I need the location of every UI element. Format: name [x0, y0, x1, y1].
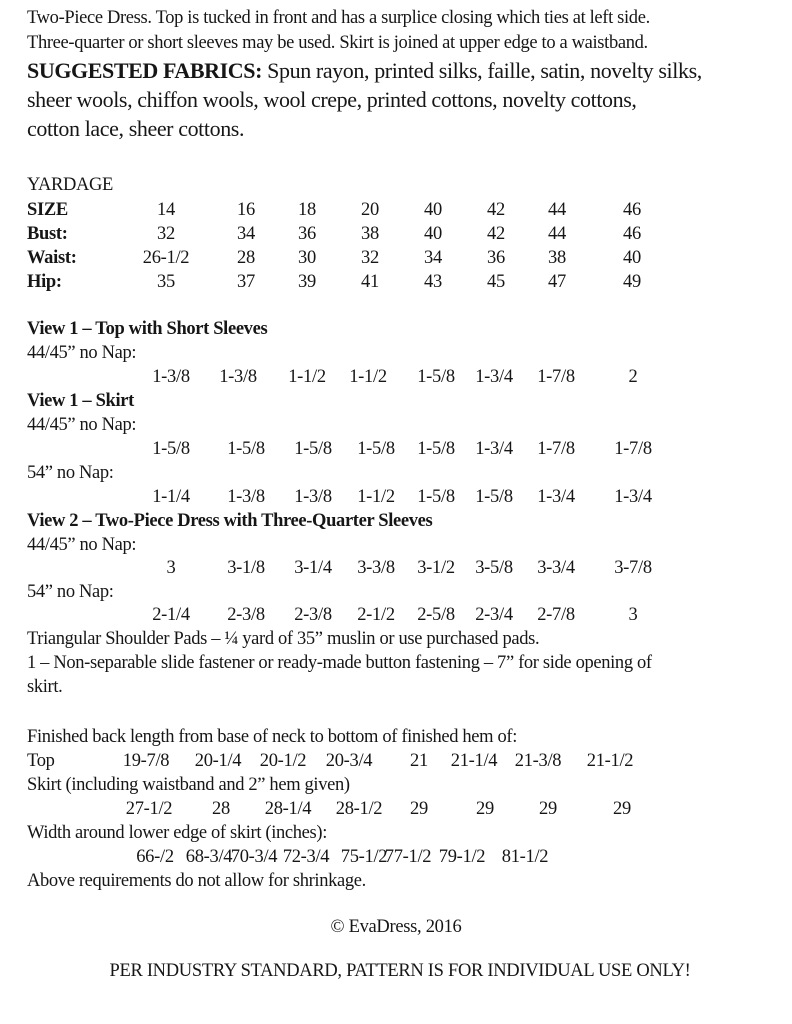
value-cell: 3-7/8 [614, 558, 652, 578]
table-cell: 40 [623, 248, 641, 268]
value-cell: 77-1/2 [384, 847, 432, 867]
shoulder-pads-note: Triangular Shoulder Pads – ¼ yard of 35” muslin or use purchased pads. [27, 629, 540, 649]
value-cell: 29 [476, 799, 494, 819]
value-cell: 2-1/2 [357, 605, 395, 625]
table-cell: 46 [623, 200, 641, 220]
value-cell: 1-5/8 [227, 439, 265, 459]
table-cell: 28 [237, 248, 255, 268]
value-cell: 28 [212, 799, 230, 819]
value-cell: 1-3/4 [537, 487, 575, 507]
value-cell: 3-3/8 [357, 558, 395, 578]
table-cell: 39 [298, 272, 316, 292]
view1-top-values [0, 366, 792, 390]
view1-skirt-fabric2-label: 54” no Nap: [27, 463, 114, 483]
view2-values1 [0, 557, 792, 581]
value-cell: 1-3/4 [614, 487, 652, 507]
view1-skirt-heading: View 1 – Skirt [27, 391, 134, 411]
table-cell: 16 [237, 200, 255, 220]
value-cell: 1-5/8 [417, 367, 455, 387]
table-cell: 32 [157, 224, 175, 244]
value-cell: 21 [410, 751, 428, 771]
value-cell: 3-1/8 [227, 558, 265, 578]
table-cell: 34 [237, 224, 255, 244]
value-cell: 1-3/8 [152, 367, 190, 387]
value-cell: 21-3/8 [514, 751, 562, 771]
table-cell: 34 [424, 248, 442, 268]
view1-skirt-fabric1-label: 44/45” no Nap: [27, 415, 137, 435]
hip-row [0, 271, 792, 295]
value-cell: 1-5/8 [417, 487, 455, 507]
value-cell: 29 [410, 799, 428, 819]
value-cell: 3 [628, 605, 638, 625]
table-cell: 37 [237, 272, 255, 292]
suggested-fabrics-label: SUGGESTED FABRICS: [27, 58, 263, 83]
table-cell: 41 [361, 272, 379, 292]
row-label: Waist: [27, 248, 77, 268]
view1-top-fabric-label: 44/45” no Nap: [27, 343, 137, 363]
value-cell: 68-3/4 [185, 847, 233, 867]
suggested-fabrics-line-2: sheer wools, chiffon wools, wool crepe, printed cottons, novelty cottons, [27, 87, 637, 112]
value-cell: 1-3/8 [227, 487, 265, 507]
value-cell: 20-3/4 [325, 751, 373, 771]
bust-row [0, 223, 792, 247]
value-cell: 1-1/2 [357, 487, 395, 507]
value-cell: 70-3/4 [230, 847, 278, 867]
value-cell: 1-1/2 [349, 367, 387, 387]
row-label: Hip: [27, 272, 62, 292]
view2-fabric1-label: 44/45” no Nap: [27, 535, 137, 555]
value-cell: 1-5/8 [294, 439, 332, 459]
suggested-fabrics-line-3: cotton lace, sheer cottons. [27, 116, 245, 141]
value-cell: 21-1/2 [586, 751, 634, 771]
yardage-title: YARDAGE [27, 175, 113, 195]
fabrics-text: Spun rayon, printed silks, faille, satin, novelty silks, [262, 58, 702, 83]
usage-notice: PER INDUSTRY STANDARD, PATTERN IS FOR INDIVIDUAL USE ONLY! [109, 961, 691, 981]
value-cell: 1-7/8 [537, 367, 575, 387]
table-cell: 36 [487, 248, 505, 268]
value-cell: 1-3/8 [219, 367, 257, 387]
description-line-1: Two-Piece Dress. Top is tucked in front and has a surplice closing which ties at left side. [27, 8, 650, 28]
table-cell: 18 [298, 200, 316, 220]
value-cell: 2-3/8 [294, 605, 332, 625]
value-cell: 1-5/8 [417, 439, 455, 459]
copyright: © EvaDress, 2016 [330, 917, 462, 937]
table-cell: 42 [487, 200, 505, 220]
table-cell: 30 [298, 248, 316, 268]
table-cell: 35 [157, 272, 175, 292]
value-cell: 1-1/2 [288, 367, 326, 387]
value-cell: 19-7/8 [122, 751, 170, 771]
value-cell: 2-5/8 [417, 605, 455, 625]
table-cell: 44 [548, 200, 566, 220]
value-cell: 20-1/2 [259, 751, 307, 771]
value-cell: 2-3/4 [475, 605, 513, 625]
view2-values2 [0, 604, 792, 628]
view1-top-heading: View 1 – Top with Short Sleeves [27, 319, 268, 339]
table-cell: 32 [361, 248, 379, 268]
value-cell: 1-5/8 [152, 439, 190, 459]
value-cell: 81-1/2 [501, 847, 549, 867]
finished-top-label: Top [27, 751, 55, 771]
value-cell: 20-1/4 [194, 751, 242, 771]
value-cell: 1-5/8 [475, 487, 513, 507]
value-cell: 29 [613, 799, 631, 819]
value-cell: 28-1/4 [264, 799, 312, 819]
value-cell: 1-5/8 [357, 439, 395, 459]
value-cell: 3-5/8 [475, 558, 513, 578]
table-cell: 40 [424, 200, 442, 220]
value-cell: 2-7/8 [537, 605, 575, 625]
finished-skirt-label: Skirt (including waistband and 2” hem given) [27, 775, 350, 795]
value-cell: 1-3/4 [475, 439, 513, 459]
value-cell: 1-3/4 [475, 367, 513, 387]
finished-top-row [0, 750, 792, 774]
table-cell: 20 [361, 200, 379, 220]
table-cell: 42 [487, 224, 505, 244]
value-cell: 21-1/4 [450, 751, 498, 771]
table-cell: 49 [623, 272, 641, 292]
value-cell: 2-3/8 [227, 605, 265, 625]
table-cell: 45 [487, 272, 505, 292]
value-cell: 3 [166, 558, 176, 578]
description-line-2: Three-quarter or short sleeves may be used. Skirt is joined at upper edge to a waistband. [27, 33, 648, 53]
table-cell: 38 [548, 248, 566, 268]
view1-skirt-values2 [0, 486, 792, 510]
table-cell: 14 [157, 200, 175, 220]
value-cell: 72-3/4 [282, 847, 330, 867]
shrinkage-note: Above requirements do not allow for shrinkage. [27, 871, 366, 891]
value-cell: 2 [628, 367, 638, 387]
table-cell: 26-1/2 [142, 248, 190, 268]
fastener-note: 1 – Non-separable slide fastener or ready-made button fastening – 7” for side opening of [27, 653, 652, 673]
table-cell: 36 [298, 224, 316, 244]
value-cell: 1-1/4 [152, 487, 190, 507]
view2-fabric2-label: 54” no Nap: [27, 582, 114, 602]
value-cell: 79-1/2 [438, 847, 486, 867]
skirt-width-label: Width around lower edge of skirt (inches): [27, 823, 327, 843]
value-cell: 27-1/2 [125, 799, 173, 819]
value-cell: 75-1/2 [340, 847, 388, 867]
value-cell: 29 [539, 799, 557, 819]
value-cell: 2-1/4 [152, 605, 190, 625]
table-cell: 46 [623, 224, 641, 244]
table-cell: 44 [548, 224, 566, 244]
value-cell: 1-3/8 [294, 487, 332, 507]
finished-skirt-values [0, 798, 792, 822]
value-cell: 66-/2 [136, 847, 174, 867]
value-cell: 1-7/8 [537, 439, 575, 459]
value-cell: 3-1/4 [294, 558, 332, 578]
finished-length-heading: Finished back length from base of neck to bottom of finished hem of: [27, 727, 517, 747]
skirt-width-values [0, 846, 792, 870]
value-cell: 3-3/4 [537, 558, 575, 578]
size-row [0, 199, 792, 223]
row-label: Bust: [27, 224, 68, 244]
table-cell: 38 [361, 224, 379, 244]
value-cell: 28-1/2 [335, 799, 383, 819]
suggested-fabrics-line-1 [27, 57, 702, 85]
row-label: SIZE [27, 200, 68, 220]
value-cell: 3-1/2 [417, 558, 455, 578]
view1-skirt-values1 [0, 438, 792, 462]
waist-row [0, 247, 792, 271]
fastener-note-cont: skirt. [27, 677, 63, 697]
table-cell: 43 [424, 272, 442, 292]
table-cell: 47 [548, 272, 566, 292]
table-cell: 40 [424, 224, 442, 244]
value-cell: 1-7/8 [614, 439, 652, 459]
view2-heading: View 2 – Two-Piece Dress with Three-Quarter Sleeves [27, 511, 433, 531]
